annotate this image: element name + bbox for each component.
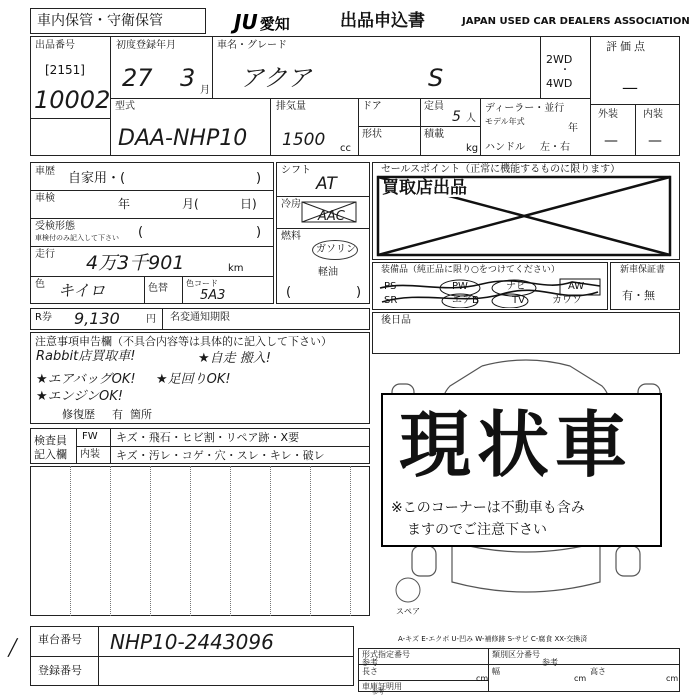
notes-line2: ★エアバッグOK!: [36, 372, 136, 387]
history-close: ): [256, 171, 262, 186]
inspector-fw: FW: [82, 431, 98, 442]
recycle-unit: 円: [146, 314, 156, 325]
shift-value: AT: [316, 174, 337, 194]
stamp-note-2: ますのでご注意下さい: [407, 522, 547, 538]
notes-line1b: ★自走 搬入!: [198, 351, 271, 366]
chassis-label: 車台番号: [38, 633, 82, 646]
org-name: JAPAN USED CAR DEALERS ASSOCIATION: [462, 16, 690, 27]
repair-label: 修復歴: [62, 408, 95, 421]
equip-navi: ナビ: [506, 281, 526, 292]
back-date-label: 後日品: [381, 315, 411, 326]
cert-ref: 参考: [362, 658, 378, 667]
acceptance-close: ): [256, 225, 262, 240]
fuel-gasoline: ガソリン: [316, 244, 356, 255]
fuel-open: (: [286, 285, 292, 300]
logo-text: 愛知: [259, 15, 290, 33]
stamp-title: 現状車: [399, 403, 634, 487]
notice-label: 名変通知期限: [170, 312, 230, 323]
equip-ps: PS: [384, 281, 397, 292]
equip-airbag: エアB: [452, 295, 479, 306]
recycle-label: R券: [35, 312, 52, 323]
history-value: 自家用・(: [68, 171, 126, 186]
repair-value: 有: [112, 408, 123, 421]
paint-label: 色替: [148, 283, 168, 294]
fuel-diesel: 軽油: [318, 267, 338, 278]
plate-label: 登録番号: [38, 664, 82, 677]
cc-unit: cc: [340, 143, 351, 154]
inspection-month-unit: 月(: [182, 197, 199, 211]
equipment-scribble: [372, 276, 608, 308]
inspector-label: 検査員記入欄: [34, 434, 67, 462]
garage-cert-label: 車庫証明用: [362, 682, 402, 691]
car-grade: S: [428, 64, 444, 92]
registration-month: 3: [180, 64, 196, 92]
damage-legend: A-キズ E-エクボ U-凹み W-補修跡 S-サビ C-腐食 XX-交換済: [398, 635, 588, 643]
equip-aw: AW: [568, 281, 585, 292]
current-condition-stamp: [381, 393, 662, 547]
width-label: 幅: [492, 667, 500, 676]
recycle-value: 9,130: [74, 309, 120, 328]
equip-cassette: カワソ: [552, 295, 582, 306]
warranty-value: 有・無: [622, 289, 655, 302]
dealer-label: ディーラー・並行: [485, 103, 565, 114]
repair-place: 箇所: [130, 408, 152, 421]
capacity-value: 5: [452, 109, 461, 125]
fuel-close: ): [356, 285, 362, 300]
year-unit: 年: [568, 123, 578, 134]
registration-year: 27: [122, 64, 153, 92]
registration-label: 初度登録年月: [116, 40, 176, 51]
inspection-label: 車検: [35, 193, 55, 204]
capacity-label: 定員: [424, 101, 444, 112]
car-name: アクア: [240, 64, 312, 92]
load-label: 積載: [424, 129, 444, 140]
spare-circle: [396, 578, 420, 602]
model-year-label: モデル年式: [485, 117, 525, 126]
chassis-value: NHP10-2443096: [110, 630, 274, 654]
length-label: 長さ: [362, 667, 378, 676]
aircon-label: 冷房: [281, 199, 301, 210]
equip-tv: TV: [512, 295, 525, 306]
class-label: 類別区分番号: [492, 650, 540, 659]
interior-label: 内装: [643, 109, 663, 120]
notes-label: 注意事項申告欄（不具合内容等は具体的に記入して下さい）: [35, 335, 332, 348]
drive-2wd: 2WD: [546, 53, 573, 66]
width-cm: cm: [574, 674, 587, 683]
storage-tag: 車内保管・守衛保管: [37, 13, 163, 29]
logo-mark: JU: [234, 10, 258, 34]
drive-dash: ・: [560, 65, 570, 76]
form-title: 出品申込書: [340, 11, 425, 31]
notes-line1: Rabbit店買取車!: [36, 349, 136, 364]
warranty-label: 新車保証書: [620, 265, 666, 275]
handle-value: 左・右: [540, 142, 570, 153]
history-label: 車歴: [35, 166, 55, 177]
equip-pw: PW: [452, 281, 468, 292]
corner-mark: ╱: [8, 638, 18, 657]
notes-line3: ★エンジンOK!: [36, 389, 123, 404]
inspector-interior-items: キズ・汚レ・コゲ・穴・スレ・キレ・破レ: [116, 449, 325, 462]
inspection-day-unit: 日): [240, 197, 257, 211]
handle-label: ハンドル: [485, 142, 525, 153]
rating-label: 評価点: [606, 40, 648, 53]
displacement-label: 排気量: [276, 101, 306, 112]
inspector-fw-items: キズ・飛石・ヒビ割・リペア跡・X要: [116, 431, 300, 444]
equipment-label: 装備品（純正品に限り○をつけてください）: [381, 265, 560, 275]
color-label: 色: [35, 279, 45, 290]
color-value: キイロ: [58, 281, 106, 300]
sales-point-label: セールスポイント（正常に機能するものに限ります）: [381, 164, 621, 175]
displacement-value: 1500: [282, 130, 326, 150]
length-cm: cm: [476, 674, 489, 683]
acceptance-note: 車検付のみ記入して下さい: [35, 234, 119, 242]
aircon-value: AAC: [318, 209, 345, 224]
acceptance-label: 受検形態: [35, 221, 75, 232]
class-ref: 参考: [542, 658, 558, 667]
acceptance-open: (: [138, 225, 144, 240]
lot-number: 10002: [34, 86, 111, 114]
notes-line2b: ★足回りOK!: [156, 372, 231, 387]
mileage-label: 走行: [35, 249, 55, 260]
km-unit: km: [228, 263, 244, 274]
month-unit: 月: [200, 85, 210, 96]
height-cm: cm: [666, 674, 679, 683]
color-code: 5A3: [200, 288, 226, 303]
equip-sr: SR: [384, 295, 398, 306]
shift-label: シフト: [281, 165, 311, 176]
kg-unit: kg: [466, 143, 479, 154]
inspection-year-unit: 年: [118, 197, 131, 211]
fuel-label: 燃料: [281, 231, 301, 242]
storage-tag-box: [30, 8, 206, 34]
ju-logo: [234, 10, 290, 34]
exterior-value: —: [604, 133, 618, 149]
stamp-note-1: ※このコーナーは不動車も含み: [391, 500, 585, 516]
shape-label: 形状: [362, 129, 382, 140]
cert-label: 形式指定番号: [362, 650, 410, 659]
exterior-label: 外装: [598, 109, 618, 120]
lot-label: 出品番号: [35, 40, 75, 51]
interior-value: —: [648, 133, 662, 149]
capacity-unit: 人: [466, 113, 476, 124]
inspector-interior: 内装: [80, 449, 100, 460]
spare-label: スペア: [396, 607, 420, 616]
height-label: 高さ: [590, 667, 606, 676]
garage-cert-ref: 参考: [372, 689, 385, 696]
model-label: 型式: [115, 101, 135, 112]
mileage-value: 4万3千901: [86, 252, 185, 274]
model-value: DAA-NHP10: [118, 126, 248, 151]
drive-4wd: 4WD: [546, 77, 573, 90]
door-label: ドア: [362, 101, 382, 112]
color-code-label: 色コード: [186, 279, 218, 288]
rating-value: —: [622, 78, 638, 97]
back-date-block: [372, 312, 680, 354]
car-name-label: 車名・グレード: [217, 40, 287, 51]
diagram-area: [30, 466, 370, 616]
sales-point-value: 買取店出品: [382, 178, 467, 198]
lot-slot: [2151]: [45, 63, 85, 77]
